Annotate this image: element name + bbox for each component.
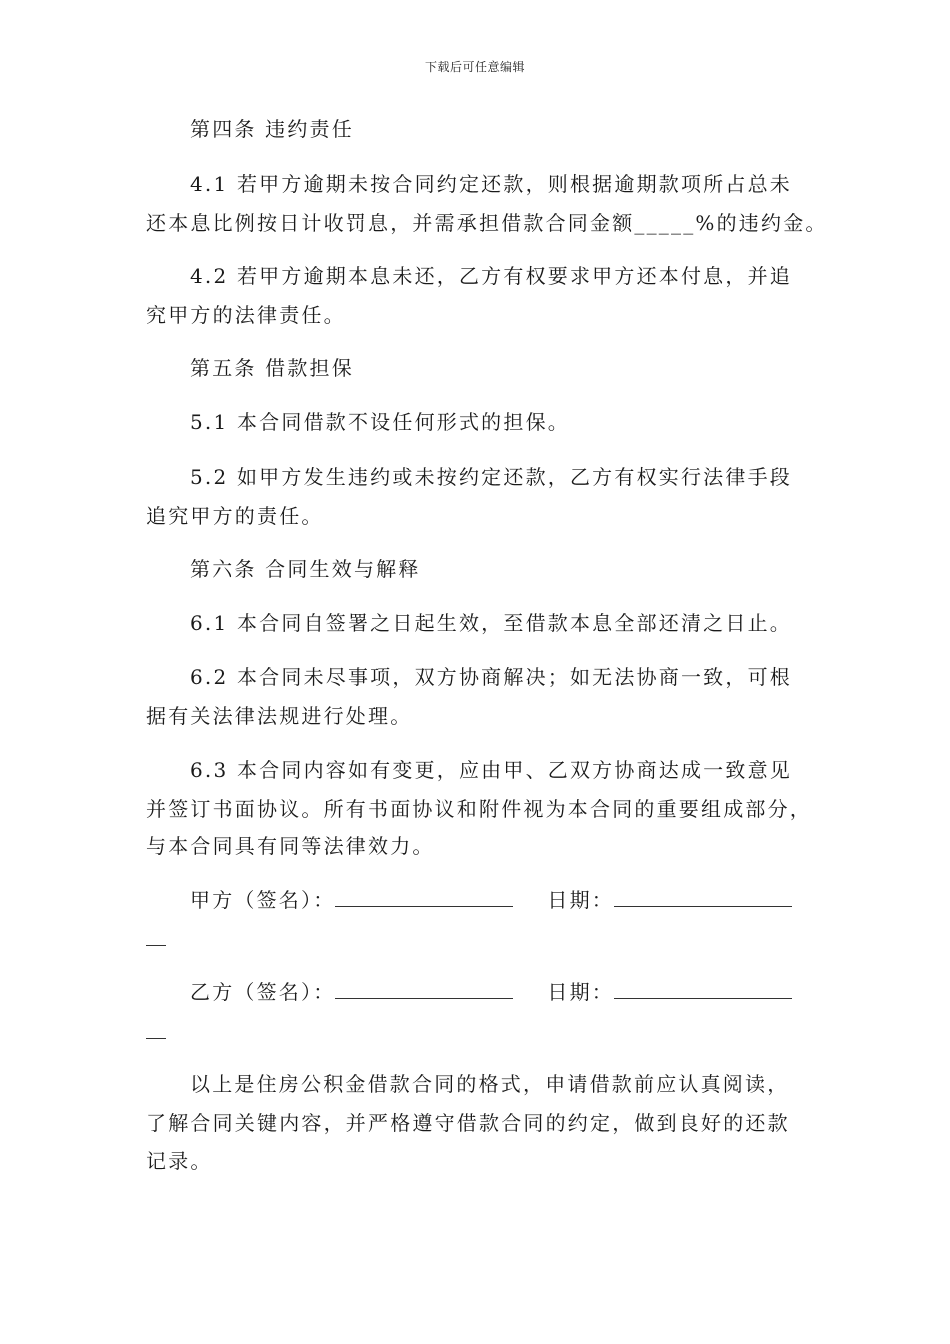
clause-6-3-line-3: 与本合同具有同等法律效力。 <box>146 834 435 858</box>
clause-6-2-line-2: 据有关法律法规进行处理。 <box>146 704 413 728</box>
article-4-title: 第四条 违约责任 <box>190 117 354 141</box>
party-a-date-field-continuation <box>146 945 166 946</box>
party-a-signature-field[interactable] <box>335 888 513 907</box>
party-a-date-label: 日期： <box>547 888 615 912</box>
party-b-signature-row <box>190 980 792 1004</box>
closing-line-3: 记录。 <box>146 1149 213 1173</box>
clause-4-1-line-1: 4.1 若甲方逾期未按合同约定还款，则根据逾期款项所占总未 <box>190 172 792 196</box>
party-b-date-field-continuation <box>146 1038 166 1039</box>
clause-5-1-line-1: 5.1 本合同借款不设任何形式的担保。 <box>190 410 570 434</box>
closing-line-1: 以上是住房公积金借款合同的格式，申请借款前应认真阅读， <box>190 1072 790 1096</box>
clause-5-2-line-2: 追究甲方的责任。 <box>146 504 324 528</box>
party-b-date-label: 日期： <box>547 980 615 1004</box>
party-b-date-field[interactable] <box>614 980 792 999</box>
party-b-signature-field[interactable] <box>335 980 513 999</box>
party-b-label: 乙方（签名）： <box>190 980 336 1004</box>
article-6-title: 第六条 合同生效与解释 <box>190 557 421 581</box>
clause-6-1-line-1: 6.1 本合同自签署之日起生效，至借款本息全部还清之日止。 <box>190 611 792 635</box>
party-a-signature-row <box>190 888 792 912</box>
article-5-title: 第五条 借款担保 <box>190 356 354 380</box>
clause-4-2-line-2: 究甲方的法律责任。 <box>146 303 346 327</box>
clause-6-3-line-1: 6.3 本合同内容如有变更，应由甲、乙双方协商达成一致意见 <box>190 758 792 782</box>
closing-line-2: 了解合同关键内容，并严格遵守借款合同的约定，做到良好的还款 <box>146 1111 790 1135</box>
party-a-label: 甲方（签名）： <box>190 888 336 912</box>
clause-4-2-line-1: 4.2 若甲方逾期本息未还，乙方有权要求甲方还本付息，并追 <box>190 264 792 288</box>
clause-6-2-line-1: 6.2 本合同未尽事项，双方协商解决；如无法协商一致，可根 <box>190 665 792 689</box>
party-a-date-field[interactable] <box>614 888 792 907</box>
header-note: 下载后可任意编辑 <box>424 60 525 74</box>
clause-5-2-line-1: 5.2 如甲方发生违约或未按约定还款，乙方有权实行法律手段 <box>190 465 792 489</box>
clause-4-1-line-2: 还本息比例按日计收罚息，并需承担借款合同金额_____%的违约金。 <box>146 211 828 235</box>
clause-6-3-line-2: 并签订书面协议。所有书面协议和附件视为本合同的重要组成部分， <box>146 797 812 821</box>
